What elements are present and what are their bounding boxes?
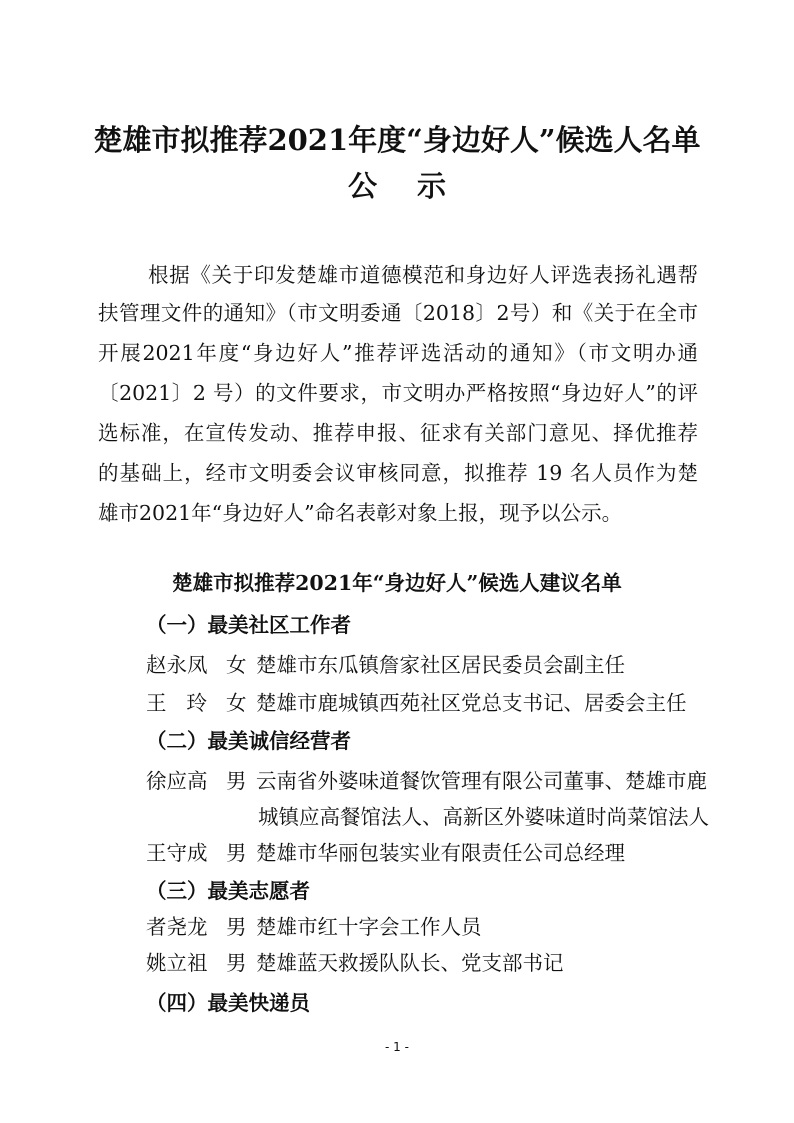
- person-name: 姚立祖: [146, 951, 208, 975]
- list-item: [146, 764, 707, 794]
- person-description: 楚雄市红十字会工作人员: [256, 915, 482, 939]
- person-name: 者尧龙: [146, 915, 208, 939]
- person-description-continued: 城镇应高餐馆法人、高新区外婆味道时尚菜馆法人: [258, 805, 709, 829]
- paragraph-line: 根据《关于印发楚雄市道德模范和身边好人评选表扬礼遇帮: [148, 263, 698, 287]
- paragraph-line: 扶管理文件的通知》（市文明委通〔2018〕2号）和《关于在全市: [98, 301, 698, 325]
- category-heading: （三）最美志愿者: [146, 879, 310, 903]
- list-item: [146, 836, 625, 866]
- category-heading: （四）最美快递员: [146, 991, 310, 1015]
- category-heading: （二）最美诚信经营者: [146, 729, 351, 753]
- document-title-notice: 公示: [347, 169, 486, 203]
- person-name: 王玲: [146, 691, 227, 715]
- list-item: [146, 648, 625, 678]
- paragraph-line: 〔2021〕2 号）的文件要求，市文明办严格按照“身边好人”的评: [98, 381, 698, 405]
- person-gender: 男: [226, 951, 247, 975]
- paragraph-line: 开展2021年度“身边好人”推荐评选活动的通知》（市文明办通: [98, 341, 698, 365]
- person-gender: 女: [226, 691, 247, 715]
- paragraph-line: 的基础上，经市文明委会议审核同意，拟推荐 19 名人员作为楚: [98, 461, 698, 485]
- person-gender: 男: [226, 915, 247, 939]
- category-heading: （一）最美社区工作者: [146, 613, 351, 637]
- person-name: 徐应高: [146, 769, 208, 793]
- person-gender: 男: [226, 841, 247, 865]
- document-title: 楚雄市拟推荐2021年度“身边好人”候选人名单: [93, 123, 701, 157]
- page-number: - 1 -: [385, 1040, 409, 1054]
- person-description: 云南省外婆味道餐饮管理有限公司董事、楚雄市鹿: [256, 769, 707, 793]
- list-item: [146, 686, 687, 716]
- person-description: 楚雄市东瓜镇詹家社区居民委员会副主任: [256, 653, 625, 677]
- list-subtitle: 楚雄市拟推荐2021年“身边好人”候选人建议名单: [172, 571, 622, 595]
- person-name: 赵永凤: [146, 653, 208, 677]
- person-description: 楚雄市华丽包装实业有限责任公司总经理: [256, 841, 625, 865]
- list-item: [146, 946, 564, 976]
- person-description: 楚雄市鹿城镇西苑社区党总支书记、居委会主任: [256, 691, 687, 715]
- list-item: [146, 910, 482, 940]
- person-gender: 男: [226, 769, 247, 793]
- person-gender: 女: [226, 653, 247, 677]
- paragraph-line: 雄市2021年“身边好人”命名表彰对象上报，现予以公示。: [98, 501, 623, 525]
- person-description: 楚雄蓝天救援队队长、党支部书记: [256, 951, 564, 975]
- paragraph-line: 选标准，在宣传发动、推荐申报、征求有关部门意见、择优推荐: [98, 421, 698, 445]
- person-name: 王守成: [146, 841, 208, 865]
